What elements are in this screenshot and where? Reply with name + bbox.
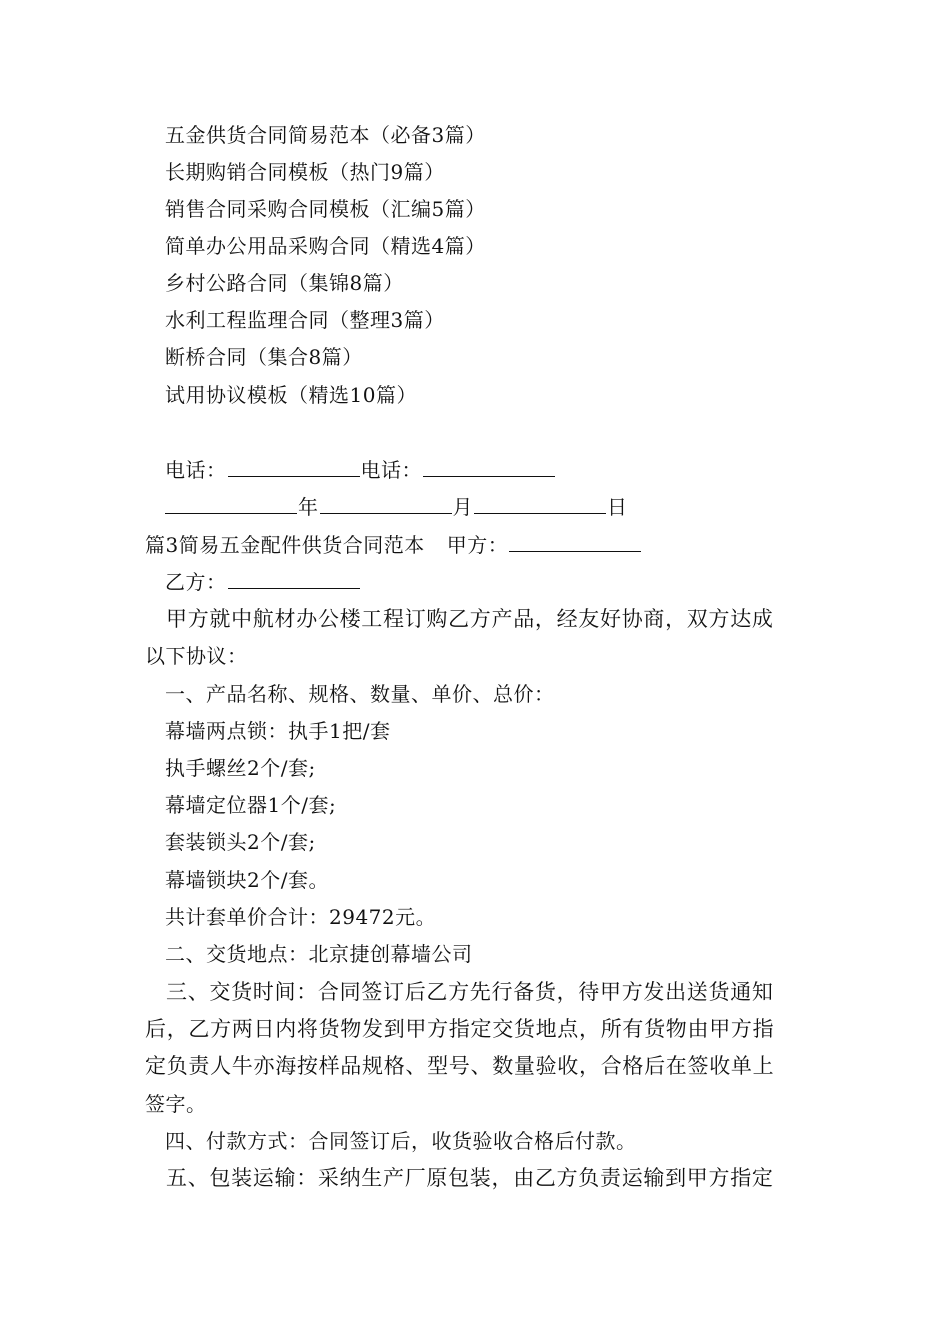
day-label: 日 (607, 495, 628, 519)
product-item: 幕墙两点锁：执手1把/套 (165, 719, 391, 743)
year-blank (165, 495, 297, 514)
related-list-item: 试用协议模板（精选10篇） (165, 383, 417, 407)
product-item: 幕墙定位器1个/套; (165, 793, 337, 817)
phone-line (165, 458, 556, 482)
section-3: 签字。 (145, 1092, 207, 1116)
total-price: 共计套单价合计：29472元。 (165, 905, 437, 929)
party-b-blank (228, 570, 360, 589)
section-3: 定负责人牛亦海按样品规格、型号、数量验收，合格后在签收单上 (145, 1054, 775, 1078)
related-list-item: 乡村公路合同（集锦8篇） (165, 271, 404, 295)
intro-paragraph: 以下协议： (145, 644, 248, 668)
date-line (164, 495, 628, 519)
product-item: 套装锁头2个/套; (165, 830, 316, 854)
section-3: 后，乙方两日内将货物发到甲方指定交货地点，所有货物由甲方指 (145, 1017, 775, 1041)
month-label: 月 (452, 495, 473, 519)
related-list-item: 水利工程监理合同（整理3篇） (165, 308, 445, 332)
party-a-blank (509, 533, 641, 552)
party-a-label: 甲方： (446, 533, 509, 557)
day-blank (474, 495, 606, 514)
section-5: 五、包装运输：采纳生产厂原包装，由乙方负责运输到甲方指定 (166, 1166, 774, 1190)
product-item: 执手螺丝2个/套; (165, 756, 316, 780)
contract-heading-line (145, 533, 642, 557)
product-item: 幕墙锁块2个/套。 (165, 868, 329, 892)
section-3: 三、交货时间：合同签订后乙方先行备货，待甲方发出送货通知 (166, 980, 774, 1004)
contract-heading: 篇3简易五金配件供货合同范本 (145, 533, 425, 557)
related-list-item: 断桥合同（集合8篇） (165, 345, 363, 369)
related-list-item: 长期购销合同模板（热门9篇） (165, 160, 445, 184)
year-label: 年 (298, 495, 319, 519)
party-b-line (165, 570, 361, 594)
section-1-title: 一、产品名称、规格、数量、单价、总价： (165, 682, 555, 706)
related-list-item: 五金供货合同简易范本（必备3篇） (165, 123, 486, 147)
party-b-label: 乙方： (165, 570, 227, 594)
section-4: 四、付款方式：合同签订后，收货验收合格后付款。 (165, 1129, 637, 1153)
section-2: 二、交货地点：北京捷创幕墙公司 (165, 942, 473, 966)
phone-blank (228, 458, 360, 477)
phone-blank (423, 458, 555, 477)
intro-paragraph: 甲方就中航材办公楼工程订购乙方产品，经友好协商，双方达成 (166, 607, 774, 631)
phone-label: 电话： (165, 458, 227, 482)
phone-label: 电话： (360, 458, 422, 482)
month-blank (320, 495, 452, 514)
related-list-item: 简单办公用品采购合同（精选4篇） (165, 234, 486, 258)
related-list-item: 销售合同采购合同模板（汇编5篇） (165, 197, 486, 221)
